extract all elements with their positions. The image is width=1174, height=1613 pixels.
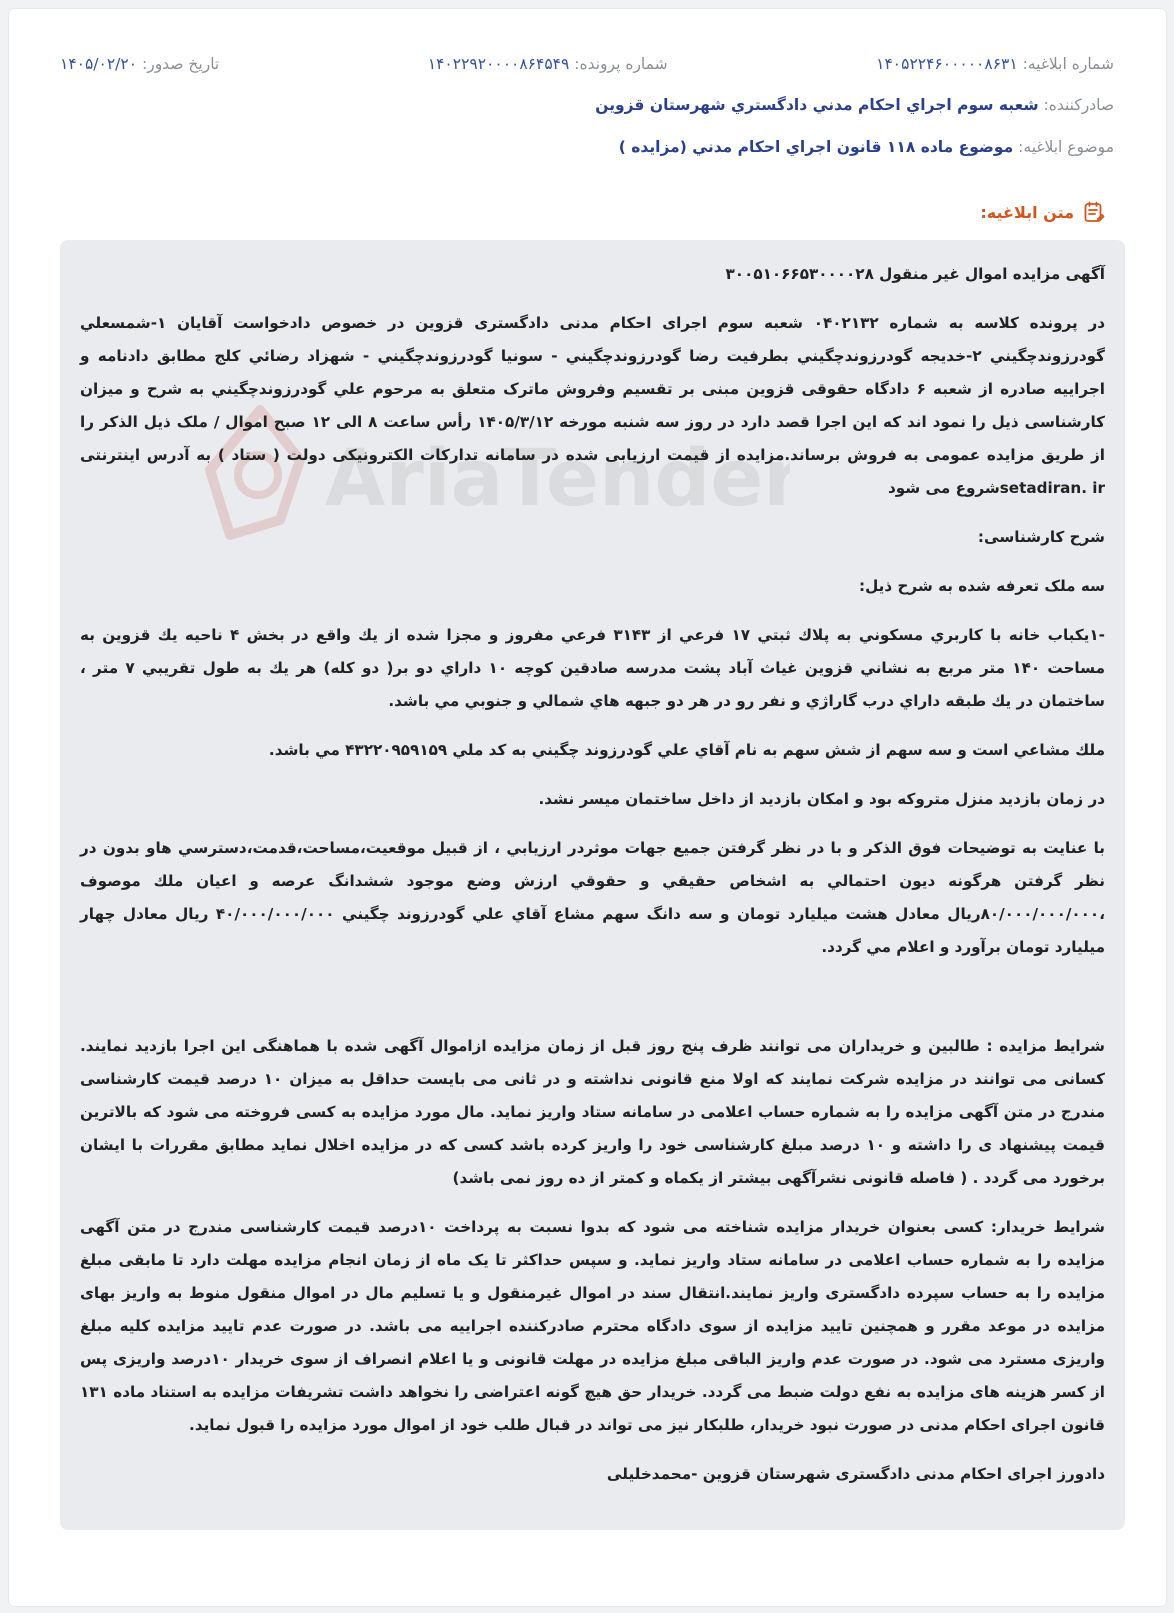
ownership-paragraph: ملك مشاعي است و سه سهم از شش سهم به نام آقاي علي گودرزوند چگيني به كد ملي ۴۳۲۲۰۹۵۹۱۵۹ مي باشد. (268, 741, 1105, 759)
notice-body (80, 258, 1105, 1507)
issue-date-value: ۱۴۰۵/۰۲/۲۰ (60, 55, 138, 73)
properties-heading: سه ملک تعرفه شده به شرح ذیل: (859, 577, 1105, 595)
notice-number-value: ۱۴۰۵۲۲۴۶۰۰۰۰۰۸۶۳۱ (876, 55, 1018, 73)
notice-text-heading (980, 200, 1106, 224)
issue-date (60, 55, 219, 73)
issuer-row (60, 96, 1114, 114)
issuer-label: صادرکننده: (1043, 96, 1114, 114)
notice-number (876, 55, 1114, 73)
notice-text-title: متن ابلاغيه: (980, 202, 1074, 222)
case-number (428, 55, 668, 73)
property-description-paragraph: -۱يكباب خانه با كاربري مسكوني به پلاك ثبتي ۱۷ فرعي از ۳۱۴۳ فرعي مفروز و مجزا شده از يك واقع در بخش ۴ ناحيه يك قزوين به مساحت ۱۴۰ متر مربع به نشاني قزوين غياث آباد پشت مدرسه صادقين كوچه ۱۰ داراي دو بر( دو كله) هر يك به طول تقريبي ۷ متر ، ساختمان در يك طبقه داراي درب گاراژي و نفر رو در هر دو جبهه هاي شمالي و جنوبي مي باشد. (80, 626, 1105, 710)
notice-text-icon (1082, 200, 1106, 224)
auction-title: آگهی مزایده اموال غیر منقول ۳۰۰۵۱۰۶۶۵۳۰۰۰۰۲۸ (725, 265, 1105, 283)
case-number-label: شماره پرونده: (574, 55, 668, 73)
expert-description-heading: شرح کارشناسی: (977, 528, 1105, 546)
notice-number-label: شماره ابلاغيه: (1022, 55, 1114, 73)
signature-line: دادورز اجرای احکام مدنی دادگستری شهرستان قزوین -محمدخلیلی (606, 1465, 1105, 1483)
notice-meta-row (60, 55, 1114, 73)
subject-label: موضوع ابلاغيه: (1018, 138, 1114, 156)
buyer-conditions-paragraph: شرایط خریدار: کسی بعنوان خریدار مزایده شناخته می شود که بدوا نسبت به پرداخت ۱۰درصد قیمت کارشناسی مندرج در متن آگهی مزایده را به شماره حساب اعلامی در سامانه ستاد واریز نماید. و سپس حداکثر تا یک ماه از زمان انجام مزایده مهلت دارد تا مابقی مبلغ مزایده را به حساب سپرده دادگستری واریز نمایند.انتقال سند در اموال غیرمنقول و یا تسلیم مال در اموال منقول منوط به واریز بهای مزایده در موعد مقرر و همچنین تایید مزایده از سوی دادگاه محترم صادرکننده اجراییه می باشد. در صورت عدم تایید مزایده کلیه مبلغ واریزی مسترد می شود. در صورت عدم واریز الباقی مبلغ مزایده در مهلت قانونی و یا اعلام انصراف از سوی خریدار ۱۰درصد واریزی پس از کسر هزینه های مزایده به نفع دولت ضبط می گردد. خریدار حق هیچ گونه اعتراضی را نخواهد داشت تشریفات مزایده به استناد ماده ۱۳۱ قانون اجرای احکام مدنی در صورت نبود خریدار، طلبکار نیز می تواند در قبال طلب خود از اموال مورد مزایده را قبول نماید. (80, 1218, 1105, 1434)
issuer-value: شعبه سوم اجراي احكام مدني دادگستري شهرستان قزوين (595, 96, 1039, 114)
subject-row (60, 138, 1114, 156)
auction-intro-paragraph: در پرونده کلاسه به شماره ۰۴۰۲۱۳۲ شعبه سوم اجرای احکام مدنی دادگستری قزوین در خصوص دادخواست آقایان ۱-شمسعلي گودرزوندچگيني ۲-خديجه گودرزوندچگيني بطرفيت رضا گودرزوندچگيني - سونيا گودرزوندچگيني - شهزاد رضائي كلج مطابق دادنامه و اجراييه صادره از شعبه ۶ دادگاه حقوقی قزوین مبنی بر تقسیم وفروش ماترک متعلق به مرحوم علي گودرزوندچگيني به شرح و میزان کارشناسی ذیل را نمود اند که این اجرا قصد دارد در روز سه شنبه مورخه ۱۴۰۵/۳/۱۲ رأس ساعت ۸ الی ۱۲ صبح اموال / ملک ذیل الذکر را از طریق مزایده عمومی به فروش برساند.مزایده از قیمت ارزیابی شده در سامانه تدارکات الکترونیکی دولت ( ستاد ) به آدرس اینترنتی setadiran. irشروع می شود (80, 314, 1106, 497)
issue-date-label: تاريخ صدور: (141, 55, 220, 73)
valuation-paragraph: با عنايت به توضيحات فوق الذكر و با در نظر گرفتن جميع جهات موثردر ارزيابي ، از قبيل موقعيت،مساحت،قدمت،دسترسي هاو بدون در نظر گرفتن هرگونه ديون احتمالي به اشخاص حقيقي و حقوقي ارزش وضع موجود ششدانگ عرصه و اعيان ملك موصوف ،۸۰/۰۰۰/۰۰۰/۰۰۰ريال معادل هشت ميليارد تومان و سه دانگ سهم مشاع آقاي علي گودرزوند چگيني ۴۰/۰۰۰/۰۰۰/۰۰۰ ريال معادل چهار ميليارد تومان برآورد و اعلام مي گردد. (80, 839, 1105, 956)
visit-paragraph: در زمان بازديد منزل متروكه بود و امكان بازديد از داخل ساختمان ميسر نشد. (538, 790, 1105, 808)
case-number-value: ۱۴۰۲۲۹۲۰۰۰۰۸۶۴۵۴۹ (427, 55, 570, 73)
subject-value: موضوع ماده ۱۱۸ قانون اجراي احكام مدني (مزايده ) (618, 138, 1014, 156)
auction-conditions-paragraph: شرایط مزایده : طالبین و خریداران می توانند ظرف پنج روز قبل از زمان مزایده ازاموال آگهی شده با هماهنگی این اجرا بازدید نمایند. کسانی می توانند در مزایده شرکت نمایند که اولا منع قانونی نداشته و در ثانی می بایست حداقل به میزان ۱۰ درصد قیمت کارشناسی مندرج در متن آگهی مزایده را به شماره حساب اعلامی در سامانه ستاد واریز نماید. مال مورد مزایده به کسی فروخته می شود که بالاترین قیمت پیشنهاد ی را داشته و ۱۰ درصد مبلغ کارشناسی خود را واریز کرده باشد کسی که در مزایده اخلال نماید مطابق مقررات با ایشان برخورد می گردد . ( فاصله قانونی نشرآگهی بیشتر از یکماه و کمتر از ده روز نمی باشد) (80, 1037, 1105, 1187)
